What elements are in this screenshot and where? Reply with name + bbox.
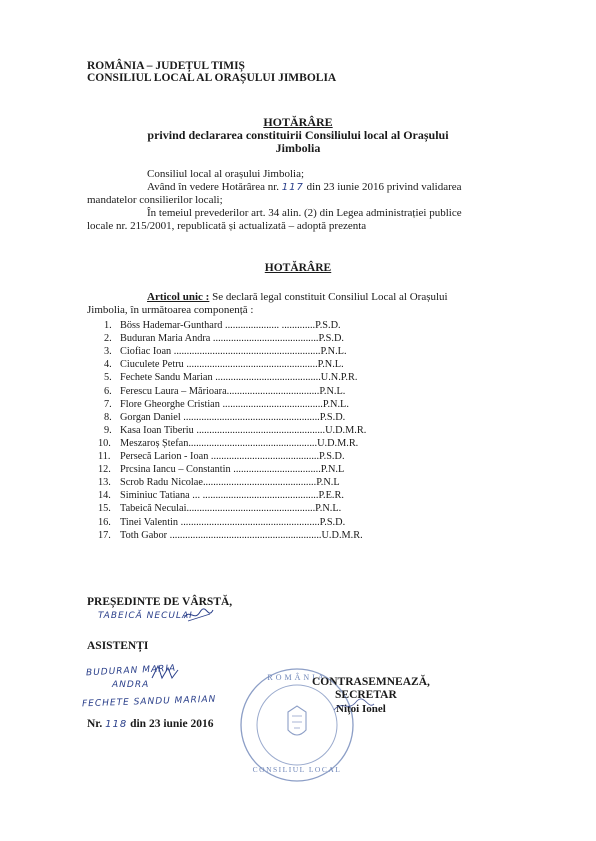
member-party: P.S.D. <box>319 451 345 462</box>
member-party: P.N.L <box>316 477 340 489</box>
member-party: P.S.D. <box>319 411 346 423</box>
member-entry <box>120 412 345 423</box>
article-text1: Se declară legal constituit Consiliul Local al Orașului <box>212 291 448 303</box>
member-entry <box>120 530 363 541</box>
member-party: P.N.L. <box>320 346 347 358</box>
document-number-line <box>87 718 213 730</box>
member-number: 6. <box>104 385 112 397</box>
member-leader-dots: .................................................. <box>188 437 318 449</box>
member-party: P.S.D. <box>319 516 346 528</box>
member-number: 10. <box>98 437 111 449</box>
member-leader-dots: ......................................................... <box>171 346 321 358</box>
member-party: P.E.R. <box>318 490 344 502</box>
member-number: 4. <box>104 359 112 371</box>
document-number-label: Nr. <box>87 718 103 730</box>
member-entry <box>120 438 358 449</box>
member-number: 3. <box>104 346 112 358</box>
member-leader-dots: .................................... <box>226 385 320 397</box>
assistants-label: ASISTENȚI <box>87 640 149 652</box>
intro-line2-start: Având în vedere Hotărârea nr. <box>147 181 280 193</box>
member-leader-dots: .......................................... <box>208 451 320 462</box>
member-number: 17. <box>98 529 111 541</box>
document-subtitle-line1: privind declararea constituirii Consiliului local al Orașului <box>147 128 449 142</box>
member-entry <box>120 517 345 528</box>
member-party: U.D.M.R. <box>325 424 367 436</box>
member-party: P.S.D. <box>315 320 341 331</box>
member-party: U.N.P.R. <box>320 372 358 384</box>
member-leader-dots: ......................................... <box>210 333 319 345</box>
intro-line2-end: din 23 iunie 2016 privind validarea <box>306 181 462 193</box>
member-leader-dots: ....................................... <box>219 398 323 410</box>
member-name: Siminiuc Tatiana <box>120 490 190 502</box>
member-name: Toth Gabor <box>120 529 168 541</box>
member-name: Ferescu Laura – Mărioara <box>120 385 227 397</box>
member-leader-dots: ... ............................................. <box>189 490 319 502</box>
member-name: Prcsina Iancu – Constantin <box>120 464 231 476</box>
member-name: Buduran Maria Andra <box>120 333 211 345</box>
decision-heading: HOTĂRÂRE <box>264 262 332 274</box>
stamp-country-text: ROMÂNIA <box>267 673 327 682</box>
member-leader-dots: ..................... ............. <box>222 320 316 331</box>
member-leader-dots: ........................................................... <box>167 529 322 541</box>
member-leader-dots: .................................. <box>230 464 321 476</box>
intro-line3: mandatelor consilierilor locali; <box>87 194 223 206</box>
president-signature-scribble-icon <box>182 606 216 624</box>
member-entry <box>120 451 345 462</box>
member-number: 8. <box>104 411 112 423</box>
member-number: 16. <box>98 516 111 528</box>
intro-line1: Consiliul local al orașului Jimbolia; <box>147 168 305 180</box>
header-council: CONSILIUL LOCAL AL ORAȘULUI JIMBOLIA <box>87 72 337 84</box>
member-number: 13. <box>98 477 111 489</box>
member-party: P.S.D. <box>318 333 344 345</box>
member-entry <box>120 399 349 410</box>
member-entry <box>120 503 341 514</box>
document-number-handwritten: 118 <box>105 719 128 730</box>
article-label: Articol unic : <box>147 291 210 303</box>
member-party: P.N.L. <box>322 398 349 410</box>
member-number: 5. <box>104 372 112 384</box>
member-leader-dots: ............................................ <box>202 477 317 489</box>
member-name: Tinei Valentin <box>120 516 179 528</box>
member-entry <box>120 464 344 475</box>
member-entry <box>120 359 344 370</box>
president-signature: TABEICĂ NECULAI <box>98 611 193 621</box>
member-entry <box>120 386 345 397</box>
member-name: Meszaroș Ștefan <box>120 437 189 449</box>
member-name: Flore Gheorghe Cristian <box>120 398 220 410</box>
member-entry <box>120 425 366 436</box>
header-country: ROMÂNIA – JUDEȚUL TIMIȘ <box>87 60 245 72</box>
member-party: U.D.M.R. <box>317 437 359 449</box>
member-party: P.N.L. <box>319 385 346 397</box>
member-entry <box>120 333 344 344</box>
member-leader-dots: ......................................... <box>212 372 321 384</box>
intro-line4: În temeiul prevederilor art. 34 alin. (2) din Legea administrației publice <box>147 207 462 219</box>
member-party: P.N.L. <box>317 359 344 371</box>
member-name: Scrob Radu Nicolae <box>120 477 203 489</box>
countersign-label: CONTRASEMNEAZĂ, <box>312 676 430 688</box>
member-leader-dots: .................................................. <box>186 503 316 515</box>
document-date: din 23 iunie 2016 <box>130 718 214 730</box>
article-line2: Jimbolia, în următoarea componență : <box>87 304 254 316</box>
assistant1-signature-scribble-icon <box>150 662 180 684</box>
document-title: HOTĂRÂRE <box>263 115 333 129</box>
member-number: 15. <box>98 503 111 515</box>
member-entry <box>120 490 344 501</box>
document-subtitle-line2: Jimbolia <box>275 141 321 155</box>
member-number: 7. <box>104 398 112 410</box>
president-label: PREȘEDINTE DE VÂRSTĂ, <box>87 596 233 608</box>
member-name: Ciofiac Ioan <box>120 346 172 358</box>
member-number: 12. <box>98 464 111 476</box>
member-number: 11. <box>98 451 111 462</box>
assistant1-signature-second-line: ANDRA <box>112 680 150 690</box>
member-entry <box>120 346 347 357</box>
member-number: 2. <box>104 333 112 345</box>
member-number: 9. <box>104 424 112 436</box>
member-party: P.N.L. <box>315 503 342 515</box>
resolution-number-handwritten: 117 <box>281 182 304 193</box>
member-party: P.N.L <box>320 464 345 476</box>
member-entry <box>120 477 340 488</box>
member-entry <box>120 320 341 331</box>
assistant1-signature: BUDURAN MARIA <box>85 663 177 679</box>
member-leader-dots: ..................................................... <box>180 411 320 423</box>
intro-line2 <box>147 181 462 193</box>
secretary-label: SECRETAR <box>335 689 397 701</box>
assistant2-signature: FECHETE SANDU MARIAN <box>81 694 217 710</box>
article-line1 <box>147 291 448 303</box>
member-name: Tabeică Neculai <box>120 503 187 515</box>
stamp-council-text: CONSILIUL LOCAL <box>252 765 342 774</box>
member-name: Gorgan Daniel <box>120 411 181 423</box>
member-name: Böss Hademar-Gunthard <box>120 320 223 331</box>
member-name: Persecă Larion - Ioan <box>120 451 209 462</box>
secretary-signature-scribble-icon <box>330 698 378 714</box>
member-leader-dots: ...................................................... <box>178 516 320 528</box>
member-name: Ciuculete Petru <box>120 359 184 371</box>
member-party: U.D.M.R. <box>321 529 363 541</box>
secretary-name: Nițoi Ionel <box>336 703 386 715</box>
member-number: 1. <box>104 320 112 331</box>
intro-line5: locale nr. 215/2001, republicată și actualizată – adoptă prezenta <box>87 220 367 232</box>
member-leader-dots: .................................................. <box>193 424 326 436</box>
member-number: 14. <box>98 490 111 502</box>
member-leader-dots: ................................................... <box>183 359 318 371</box>
member-entry <box>120 372 357 383</box>
member-name: Kasa Ioan Tiberiu <box>120 424 194 436</box>
member-name: Fechete Sandu Marian <box>120 372 213 384</box>
